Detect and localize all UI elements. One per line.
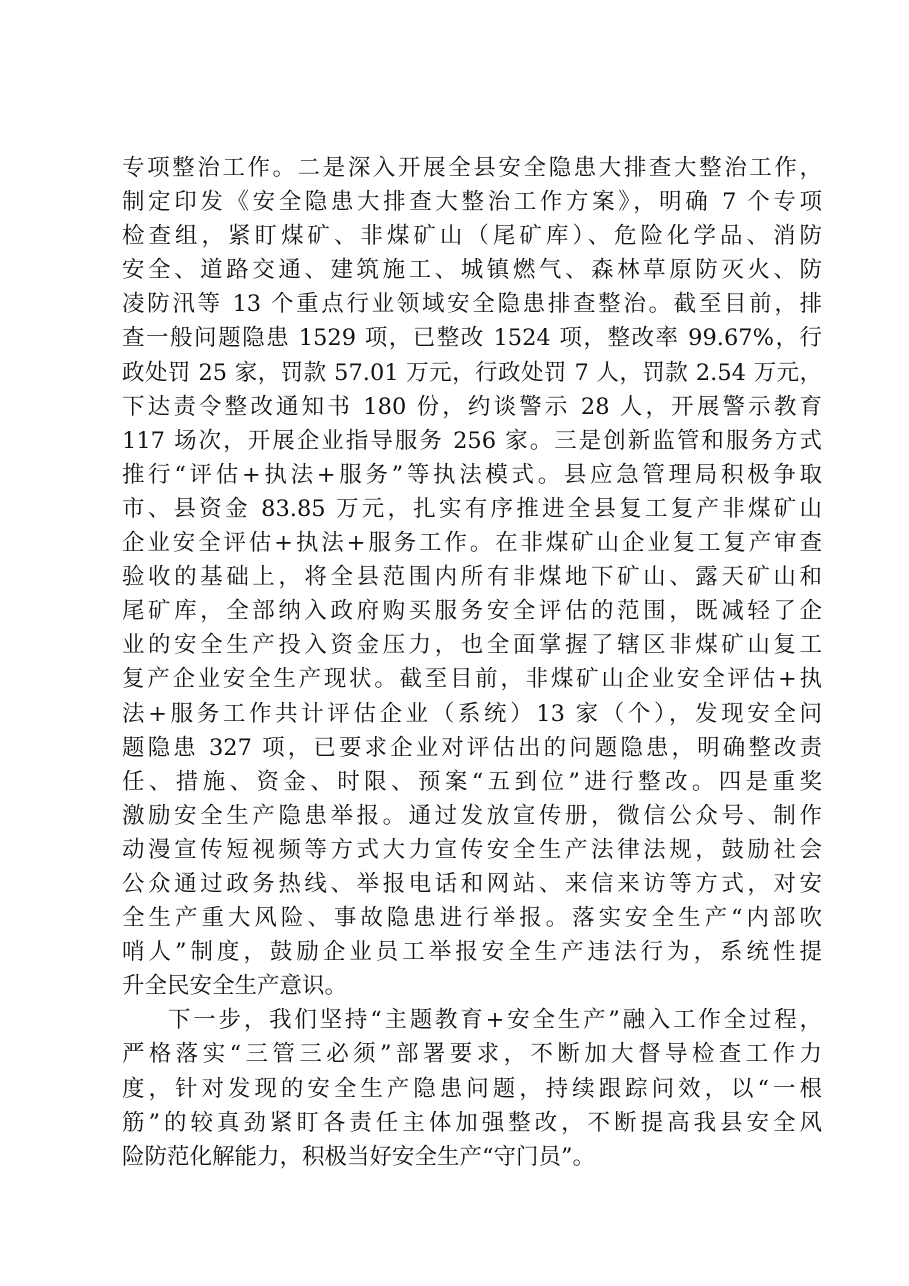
text-line: 题隐患 327 项，已要求企业对评估出的问题隐患，明确整改责	[122, 734, 822, 761]
text-line: 险防范化解能力，积极当好安全生产“守门员”。	[122, 1143, 596, 1170]
text-line: 下一步，我们坚持“主题教育+安全生产”融入工作全过程，	[168, 1007, 822, 1034]
text-line: 法+服务工作共计评估企业（系统）13 家（个），发现安全问	[122, 700, 822, 727]
text-line: 筋”的较真劲紧盯各责任主体加强整改，不断提高我县安全风	[122, 1109, 822, 1136]
text-line: 查一般问题隐患 1529 项，已整改 1524 项，整改率 99.67%，行	[122, 325, 822, 352]
text-line: 复产企业安全生产现状。截至目前，非煤矿山企业安全评估+执	[122, 666, 822, 693]
text-line: 尾矿库，全部纳入政府购买服务安全评估的范围，既减轻了企	[122, 598, 822, 625]
text-line: 激励安全生产隐患举报。通过发放宣传册，微信公众号、制作	[122, 802, 822, 829]
document-body	[122, 151, 822, 1174]
text-line: 安全、道路交通、建筑施工、城镇燃气、森林草原防灭火、防	[122, 257, 822, 284]
text-line: 制定印发《安全隐患大排查大整治工作方案》，明确 7 个专项	[122, 189, 822, 216]
text-line: 市、县资金 83.85 万元，扎实有序推进全县复工复产非煤矿山	[122, 495, 822, 522]
paragraph-1	[122, 151, 822, 1003]
text-line: 哨人”制度，鼓励企业员工举报安全生产违法行为，系统性提	[122, 939, 822, 966]
text-line: 验收的基础上，将全县范围内所有非煤地下矿山、露天矿山和	[122, 564, 822, 591]
text-line: 专项整治工作。二是深入开展全县安全隐患大排查大整治工作，	[122, 155, 822, 181]
text-line: 任、措施、资金、时限、预案“五到位”进行整改。四是重奖	[122, 768, 822, 795]
paragraph-2	[122, 1003, 822, 1173]
text-line: 动漫宣传短视频等方式大力宣传安全生产法律法规，鼓励社会	[122, 836, 822, 863]
text-line: 全生产重大风险、事故隐患进行举报。落实安全生产“内部吹	[122, 905, 822, 932]
text-line: 升全民安全生产意识。	[122, 973, 348, 1000]
text-line: 严格落实“三管三必须”部署要求，不断加大督导检查工作力	[122, 1041, 822, 1068]
text-line: 凌防汛等 13 个重点行业领域安全隐患排查整治。截至目前，排	[122, 291, 822, 318]
text-line: 公众通过政务热线、举报电话和网站、来信来访等方式，对安	[122, 870, 822, 897]
text-line: 业的安全生产投入资金压力，也全面掌握了辖区非煤矿山复工	[122, 632, 822, 659]
text-line: 度，针对发现的安全生产隐患问题，持续跟踪问效，以“一根	[122, 1075, 822, 1102]
text-line: 下达责令整改通知书 180 份，约谈警示 28 人，开展警示教育	[122, 393, 822, 420]
text-line: 企业安全评估+执法+服务工作。在非煤矿山企业复工复产审查	[122, 530, 822, 557]
text-line: 推行“评估+执法+服务”等执法模式。县应急管理局积极争取	[122, 461, 822, 488]
text-line: 117 场次，开展企业指导服务 256 家。三是创新监管和服务方式	[122, 427, 822, 454]
text-line: 政处罚 25 家，罚款 57.01 万元，行政处罚 7 人，罚款 2.54 万元，	[122, 359, 822, 386]
text-line: 检查组，紧盯煤矿、非煤矿山（尾矿库）、危险化学品、消防	[122, 223, 822, 250]
